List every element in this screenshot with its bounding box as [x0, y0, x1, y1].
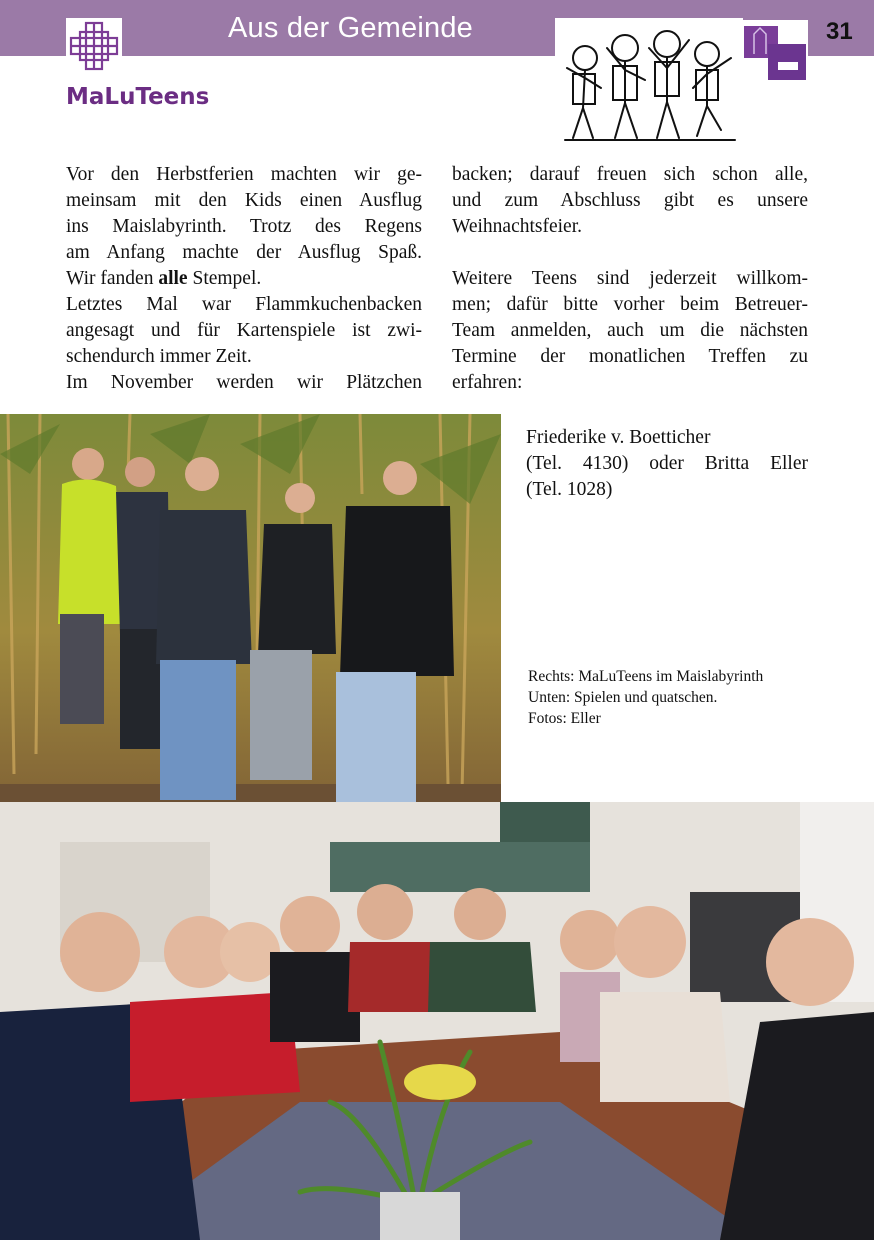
contact-line: (Tel. 4130) oder Britta Eller: [526, 453, 808, 474]
bold-emphasis: alle: [158, 268, 188, 289]
text-line: Vor den Herbstferien machten wir ge-: [66, 164, 422, 185]
text-line: schendurch immer Zeit.: [66, 346, 252, 367]
text-line: Im November werden wir Plätzchen: [66, 372, 422, 393]
text-line: men; dafür bitte vorher beim Betreuer-: [452, 294, 808, 315]
paragraph-welcome: [452, 266, 808, 396]
caption-line: Fotos: Eller: [528, 710, 601, 727]
right-text-column: [452, 162, 808, 396]
teens-cartoon-illustration: [555, 18, 743, 146]
group-photo-card-game: [0, 802, 874, 1240]
text-line: backen; darauf freuen sich schon alle,: [452, 164, 808, 185]
caption-line: Unten: Spielen und quatschen.: [528, 689, 718, 706]
paragraph-flammkuchen: [66, 292, 422, 370]
text-line: meinsam mit den Kids einen Ausflug: [66, 190, 422, 211]
caption-line: Rechts: MaLuTeens im Maislabyrinth: [528, 668, 764, 685]
paragraph-christmas: [452, 162, 808, 240]
contact-info: [526, 425, 808, 503]
contact-line: (Tel. 1028): [526, 479, 613, 500]
text-fragment: Stempel.: [187, 268, 262, 289]
header-title: Aus der Gemeinde: [228, 12, 473, 44]
group-photo-corn-maze: [0, 414, 501, 848]
article-title: MaLuTeens: [66, 84, 210, 110]
text-line: [66, 266, 422, 292]
text-line: Termine der monatlichen Treffen zu: [452, 346, 808, 367]
text-line: Weihnachtsfeier.: [452, 216, 582, 237]
text-fragment: Wir fanden: [66, 268, 159, 289]
church-cross-logo-icon: [66, 18, 122, 74]
page-number: 31: [826, 18, 853, 45]
paragraph-corn-maze: [66, 162, 422, 292]
left-text-column: [66, 162, 422, 396]
malu-church-logo-icon: [740, 20, 808, 80]
text-line: Letztes Mal war Flammkuchenbacken: [66, 294, 422, 315]
photo-captions: [528, 666, 763, 729]
contact-line: Friederike v. Boetticher: [526, 427, 711, 448]
text-line: Team anmelden, auch um die nächsten: [452, 320, 808, 341]
text-line: ins Maislabyrinth. Trotz des Regens: [66, 216, 422, 237]
text-line: am Anfang machte der Ausflug Spaß.: [66, 242, 422, 263]
text-line: erfahren:: [452, 372, 523, 393]
paragraph-november: [66, 370, 422, 396]
text-line: und zum Abschluss gibt es unsere: [452, 190, 808, 211]
text-line: angesagt und für Kartenspiele ist zwi-: [66, 320, 422, 341]
text-line: Weitere Teens sind jederzeit willkom-: [452, 268, 808, 289]
